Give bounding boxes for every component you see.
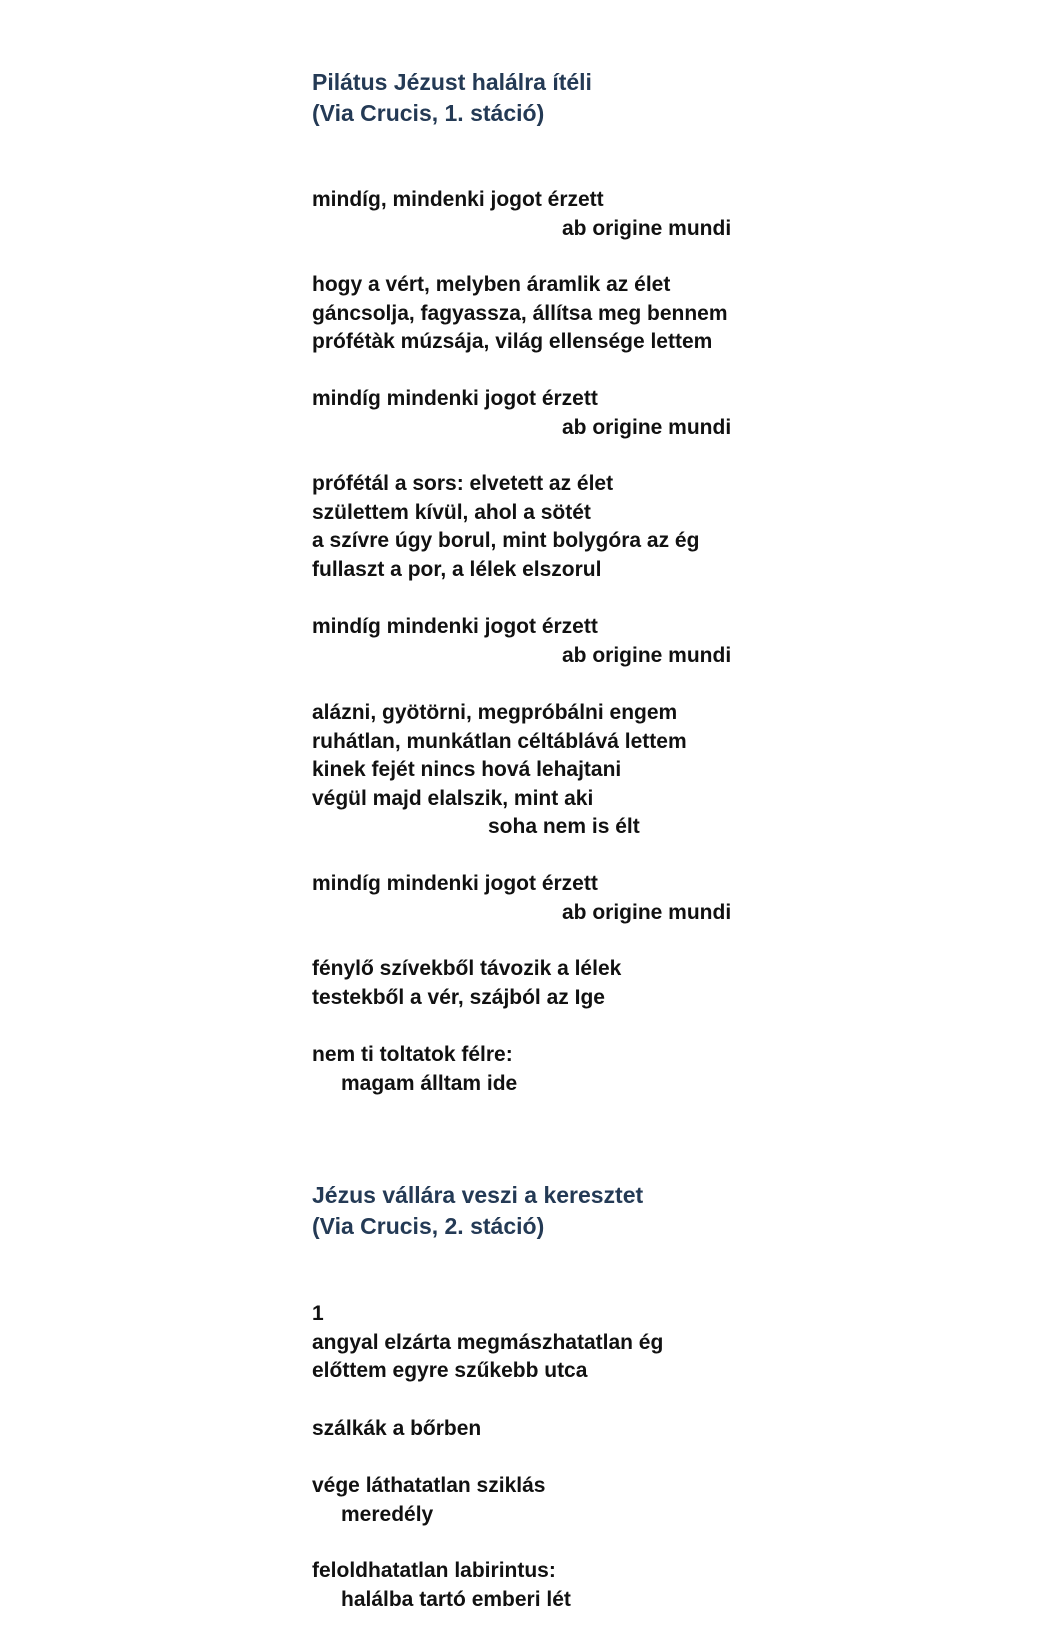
- verse-line: születtem kívül, ahol a sötét: [312, 500, 591, 524]
- poem-subtitle: (Via Crucis, 1. stáció): [312, 100, 545, 126]
- verse-line: testekből a vér, szájból az Ige: [312, 985, 605, 1009]
- poem-subtitle: (Via Crucis, 2. stáció): [312, 1213, 545, 1239]
- verse-line: magam álltam ide: [341, 1071, 518, 1095]
- stanza: [312, 1300, 663, 1386]
- stanza: [312, 385, 731, 442]
- stanza: [312, 613, 731, 670]
- verse-line: mindíg mindenki jogot érzett: [312, 615, 598, 638]
- poem-title: [312, 1180, 643, 1242]
- poem-title-text: Jézus vállára veszi a keresztet: [312, 1182, 644, 1208]
- verse-line: feloldhatatlan labirintus:: [312, 1559, 556, 1582]
- verse-line: mindíg mindenki jogot érzett: [312, 872, 598, 895]
- stanza: [312, 1472, 545, 1529]
- verse-line: vége láthatatlan sziklás: [312, 1474, 546, 1497]
- refrain-line: ab origine mundi: [562, 415, 732, 439]
- verse-line: gáncsolja, fagyassza, állítsa meg bennem: [312, 301, 728, 325]
- verse-line: előttem egyre szűkebb utca: [312, 1359, 588, 1382]
- verse-line: fénylő szívekből távozik a lélek: [312, 957, 622, 980]
- verse-line: kinek fejét nincs hová lehajtani: [312, 758, 622, 781]
- stanza: [312, 1041, 517, 1098]
- verse-line: ruhátlan, munkátlan céltáblává lettem: [312, 729, 687, 753]
- stanza: [312, 955, 621, 1012]
- verse-line: mindíg, mindenki jogot érzett: [312, 188, 604, 211]
- stanza: [312, 870, 731, 927]
- refrain-line: ab origine mundi: [562, 643, 732, 667]
- poem-title: [312, 67, 592, 129]
- stanza: [312, 186, 731, 243]
- verse-line: soha nem is élt: [488, 815, 640, 838]
- verse-line: prófétál a sors: elvetett az élet: [312, 472, 614, 495]
- stanza: [312, 1557, 571, 1614]
- verse-line: szálkák a bőrben: [312, 1417, 482, 1440]
- verse-line: prófétàk múzsája, világ ellensége lettem: [312, 330, 713, 353]
- verse-line: fullaszt a por, a lélek elszorul: [312, 557, 602, 581]
- verse-line: nem ti toltatok félre:: [312, 1043, 513, 1066]
- refrain-line: ab origine mundi: [562, 900, 732, 924]
- verse-line: végül majd elalszik, mint aki: [312, 786, 594, 810]
- stanza: [312, 1415, 481, 1444]
- refrain-line: ab origine mundi: [562, 216, 732, 240]
- poem-title-text: Pilátus Jézust halálra ítéli: [312, 69, 592, 95]
- verse-line: mindíg mindenki jogot érzett: [312, 387, 598, 410]
- verse-line: angyal elzárta megmászhatatlan ég: [312, 1330, 664, 1354]
- stanza: [312, 699, 687, 842]
- verse-line: alázni, gyötörni, megpróbálni engem: [312, 701, 678, 724]
- section-number: 1: [312, 1302, 324, 1325]
- stanza: [312, 470, 699, 584]
- verse-line: meredély: [341, 1502, 434, 1526]
- verse-line: halálba tartó emberi lét: [341, 1587, 571, 1611]
- verse-line: hogy a vért, melyben áramlik az élet: [312, 273, 671, 296]
- stanza: [312, 271, 728, 357]
- verse-line: a szívre úgy borul, mint bolygóra az ég: [312, 529, 700, 552]
